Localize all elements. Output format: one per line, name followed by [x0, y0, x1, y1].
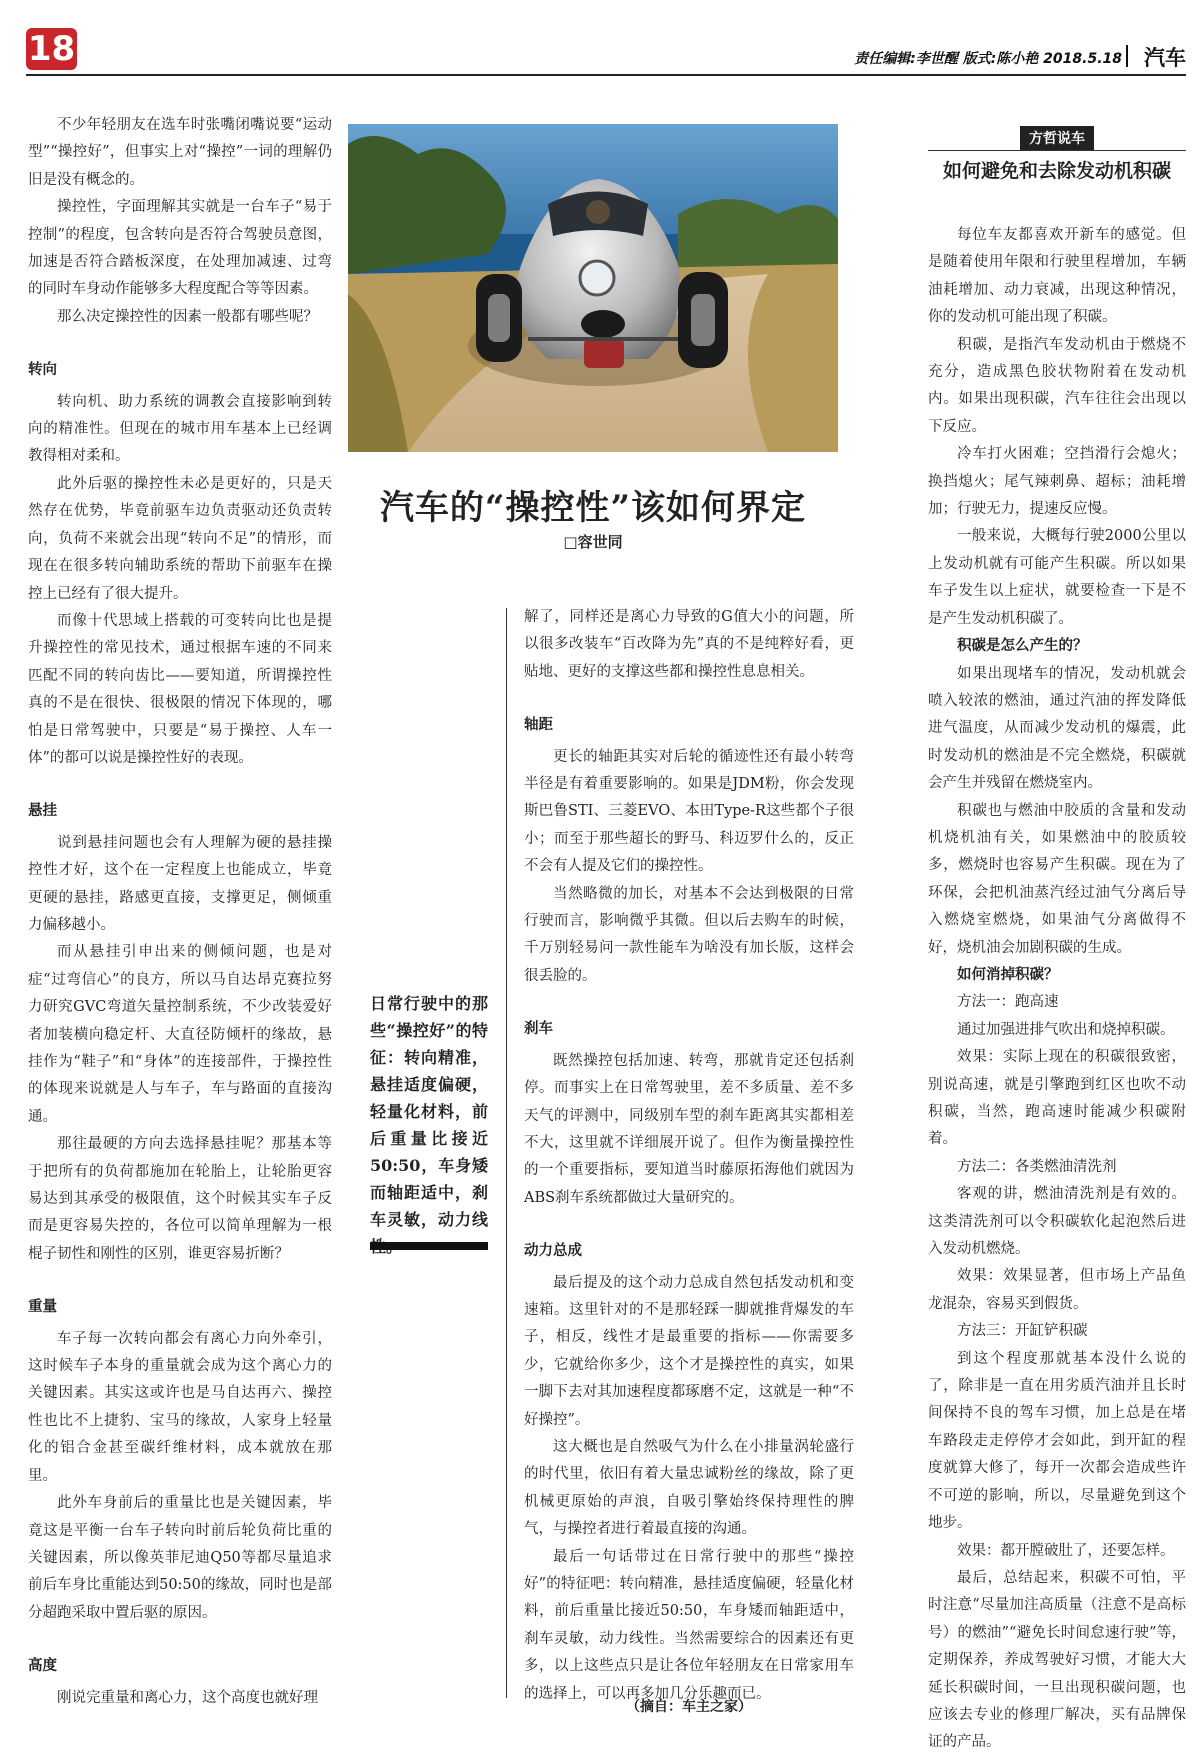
paragraph: 说到悬挂问题也会有人理解为硬的悬挂操控性才好，这个在一定程度上也能成立，毕竟更硬的悬挂，路感更直接，支撑更足，侧倾重力偏移越小。: [28, 834, 332, 933]
pull-quote: 日常行驶中的那些“操控好”的特征：转向精准，悬挂适度偏硬，轻量化材料，前后重量比接近50:50，车身矮而轴距适中，刹车灵敏，动力线: [370, 994, 488, 1229]
car-photo: [348, 124, 838, 452]
section-heading: 重量: [28, 1299, 57, 1316]
paragraph: 操控性，字面理解其实就是一台车子“易于控制”的程度，包含转向是否符合驾驶员意图，加速是否符合踏板深度，在处理加减速、过弯的同时车身动作能够多大程度配合等等因素。: [28, 199, 332, 298]
car-photo-illustration: [348, 124, 838, 452]
sub-heading: 积碳是怎么产生的？: [957, 638, 1088, 655]
paragraph: 一般来说，大概每行驶2000公里以上发动机就有可能产生积碳。所以如果车子发生以上症状，就要检查一下是不是产生发动机积碳了。: [928, 528, 1186, 627]
section-name: 汽车: [1144, 46, 1186, 70]
paragraph: 转向机、助力系统的调教会直接影响到转向的精准性。但现在的城市用车基本上已经调教得相对柔和。: [28, 393, 332, 465]
paragraph: 而像十代思域上搭载的可变转向比也是提升操控性的常见技术，通过根据车速的不同来匹配不同的转向齿比——要知道，所谓操控性真的不是在很快、很极限的情况下体现的，哪怕是日常驾驶中，只要是“易于操控、人车一体”的都可以说是操控性好的表现。: [28, 612, 332, 766]
paragraph: 最后，总结起来，积碳不可怕，平时注意“尽量加注高质量（注意不是高标号）的燃油”“避免长时间怠速行驶”等，定期保养，养成驾驶好习惯，才能大大延长积碳时间，一旦出现积碳问题，也应该去专业的修理厂解决，买有品牌保证的产品。: [928, 1569, 1186, 1751]
paragraph: 解了，同样还是离心力导致的G值大小的问题，所以很多改装车“百改降为先”真的不是纯粹好看，更贴地、更好的支撑这些都和操控性息息相关。: [524, 609, 854, 680]
car-column-body: [928, 222, 1186, 1757]
section-heading: 刹车: [524, 1021, 553, 1038]
column-title-rule: [928, 150, 1186, 151]
column-title: 如何避免和去除发动机积碳: [942, 160, 1171, 182]
section-heading: 动力总成: [524, 1243, 582, 1260]
paragraph: 最后提及的这个动力总成自然包括发动机和变速箱。这里针对的不是那轻踩一脚就推背爆发的车子，相反，线性才是最重要的指标——你需要多少，它就给你多少，这个才是操控性的真实，如果一脚下去对其加速程度都琢磨不定，这就是一种“不好操控”。: [524, 1274, 854, 1428]
paragraph: 既然操控包括加速、转弯，那就肯定还包括刹停。而事实上在日常驾驶里，差不多质量、差不多天气的评测中，同级别车型的刹车距离其实都相差不大，这里就不详细展开说了。但作为衡量操控性的一个重要指标，要知道当时藤原拓海他们就因为ABS刹车系统都做过大量研究的。: [524, 1052, 854, 1206]
paragraph: 客观的讲，燃油清洗剂是有效的。这类清洗剂可以令积碳软化起泡然后进入发动机燃烧。: [928, 1186, 1186, 1258]
paragraph: 方法二：各类燃油清洗剂: [957, 1158, 1117, 1175]
page-number: 18: [27, 29, 76, 69]
paragraph: 而从悬挂引申出来的侧倾问题，也是对症“过弯信心”的良方，所以马自达昂克赛拉努力研究GVC弯道矢量控制系统，不少改装爱好者加装横向稳定杆、大直径防倾杆的缘故，悬挂作为“鞋子”和“身体”的连接部件，于操控性的体现来说就是人与车子，车与路面的直接沟通。: [28, 944, 332, 1125]
paragraph: 当然略微的加长，对基本不会达到极限的日常行驶而言，影响微乎其微。但以后去购车的时候，千万别轻易问一款性能车为啥没有加长版，这样会很丢脸的。: [524, 885, 854, 984]
section-heading: 转向: [28, 362, 57, 379]
paragraph: 那么决定操控性的因素一般都有哪些呢？: [57, 308, 318, 325]
article-byline: □容世同: [563, 533, 623, 551]
paragraph: 效果：效果显著，但市场上产品鱼龙混杂，容易买到假货。: [928, 1268, 1186, 1312]
column-label: 方哲说车: [1020, 126, 1094, 150]
paragraph: 效果：实际上现在的积碳很致密，别说高速，就是引擎跑到红区也吹不动积碳，当然，跑高速时能减少积碳附着。: [928, 1049, 1186, 1148]
header-separator: [1126, 45, 1128, 67]
paragraph: 积碳也与燃油中胶质的含量和发动机烧机油有关，如果燃油中的胶质较多，燃烧时也容易产生积碳。现在为了环保，会把机油蒸汽经过油气分离后导入燃烧室燃烧，如果油气分离做得不好，烧机油会加剧积碳的生成。: [928, 802, 1186, 956]
paragraph: 通过加强进排气吹出和烧掉积碳。: [957, 1021, 1175, 1038]
paragraph: 积碳，是指汽车发动机由于燃烧不充分，造成黑色胶状物附着在发动机内。如果出现积碳，汽车往往会出现以下反应。: [928, 336, 1186, 435]
paragraph: 此外车身前后的重量比也是关键因素，毕竟这是平衡一台车子转向时前后轮负荷比重的关键因素，所以像英菲尼迪Q50等都尽量追求前后车身比重能达到50:50的缘故，同时也是部分超跑采取中置后驱的原因。: [28, 1495, 332, 1621]
article-column-2: [524, 604, 854, 1708]
paragraph: 冷车打火困难；空挡滑行会熄火；换挡熄火；尾气辣刺鼻、超标；油耗增加；行驶无力，提速反应慢。: [928, 446, 1186, 518]
article-column-1: [28, 112, 332, 1712]
paragraph: 那往最硬的方向去选择悬挂呢？那基本等于把所有的负荷都施加在轮胎上，让轮胎更容易达到其承受的极限值，这个时候其实车子反而是更容易失控的，各位可以简单理解为一根棍子韧性和刚性的区别，谁更容易折断？: [28, 1136, 332, 1262]
paragraph: 每位车友都喜欢开新车的感觉。但是随着使用年限和行驶里程增加，车辆油耗增加、动力衰减，出现这种情况，你的发动机可能出现了积碳。: [928, 227, 1186, 326]
paragraph: 到这个程度那就基本没什么说的了，除非是一直在用劣质汽油并且长时间保持不良的驾车习惯，加上总是在堵车路段走走停停才会如此，到开缸的程度就算大修了，每开一次都会造成些许不可逆的影响，所以，尽量避免到这个地步。: [928, 1350, 1186, 1532]
paragraph: 方法三：开缸铲积碳: [957, 1323, 1088, 1340]
sub-heading: 如何消掉积碳？: [957, 966, 1059, 983]
paragraph: 不少年轻朋友在选车时张嘴闭嘴说要“运动型”“操控好”，但事实上对“操控”一词的理解仍旧是没有概念的。: [28, 117, 332, 188]
paragraph: 这大概也是自然吸气为什么在小排量涡轮盛行的时代里，依旧有着大量忠诚粉丝的缘故，除了更机械更原始的声浪，自吸引擎始终保持理性的脾气，与操控者进行着最直接的沟通。: [524, 1438, 854, 1538]
section-heading: 悬挂: [28, 803, 57, 820]
column-divider: [506, 608, 507, 1698]
pull-quote-bar: [370, 1242, 488, 1250]
header-rule: [26, 74, 1186, 76]
editor-credits: 责任编辑:李世醒 版式:陈小艳 2018.5.18: [854, 51, 1122, 67]
paragraph: 最后一句话带过在日常行驶中的那些“操控好”的特征吧：转向精准，悬挂适度偏硬，轻量化材料，前后重量比接近50:50，车身矮而轴距适中，刹车灵敏，动力线性。当然需要综合的因素还有更多，以上这些点只是让各位年轻朋友在日常家用车的选择上，可以再多加几分乐趣而已。: [524, 1548, 854, 1702]
paragraph: 更长的轴距其实对后轮的循迹性还有最小转弯半径是有着重要影响的。如果是JDM粉，你会发现斯巴鲁STI、三菱EVO、本田Type-R这些都个子很小；而至于那些超长的野马、科迈罗什么的，反正不会有人提及它们的操控性。: [524, 748, 854, 875]
article-source: （摘自：车主之家）: [626, 1699, 752, 1715]
article-title: 汽车的“操控性”该如何界定: [379, 488, 807, 528]
paragraph: 刚说完重量和离心力，这个高度也就好理: [57, 1689, 318, 1706]
paragraph: 方法一：跑高速: [957, 994, 1059, 1011]
section-heading: 高度: [28, 1658, 57, 1675]
paragraph: 如果出现堵车的情况，发动机就会喷入较浓的燃油，通过汽油的挥发降低进气温度，从而减少发动机的爆震，此时发动机的燃油是不完全燃烧，积碳就会产生并残留在燃烧室内。: [928, 665, 1186, 792]
section-heading: 轴距: [524, 717, 553, 734]
paragraph: 车子每一次转向都会有离心力向外牵引，这时候车子本身的重量就会成为这个离心力的关键因素。其实这或许也是马自达再六、操控性也比不上捷豹、宝马的缘故，人家身上轻量化的铝合金甚至碳纤维材料，成本就放在那里。: [28, 1330, 332, 1484]
paragraph: 效果：都开膛破肚了，还要怎样。: [957, 1542, 1175, 1559]
paragraph: 此外后驱的操控性未必是更好的，只是天然存在优势，毕竟前驱车边负责驱动还负责转向，负荷不来就会出现“转向不足”的情形，而现在在很多转向辅助系统的帮助下前驱车在操控上已经有了很大提升。: [28, 475, 332, 602]
